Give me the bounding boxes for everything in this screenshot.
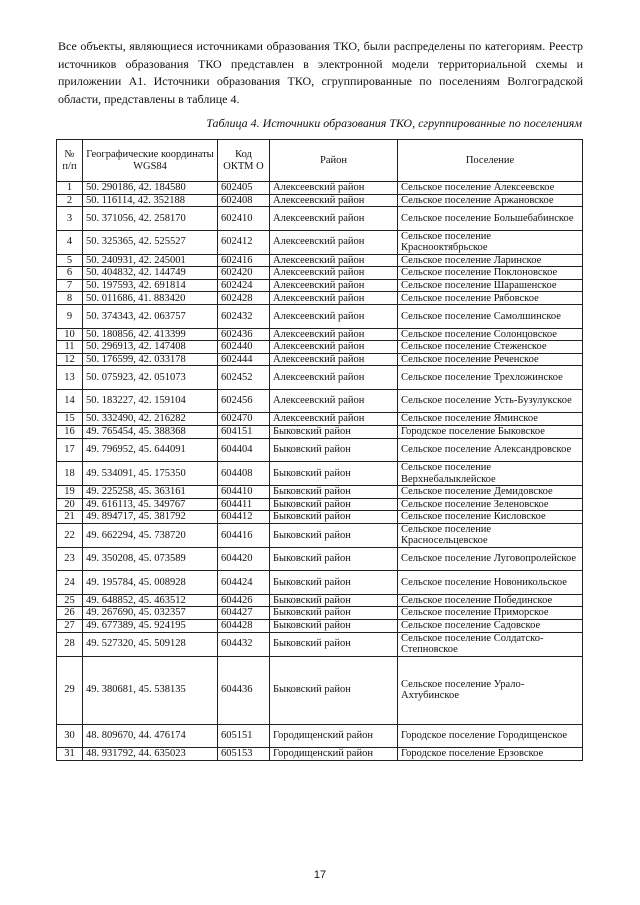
table-row bbox=[57, 462, 583, 486]
oktmo-code-cell: 604412 bbox=[218, 511, 270, 524]
table-row bbox=[57, 254, 583, 267]
settlement-cell: Сельское поселение Краснооктябрьское bbox=[398, 230, 583, 254]
table-row bbox=[57, 607, 583, 620]
settlement-cell: Сельское поселение Побединское bbox=[398, 594, 583, 607]
district-cell: Быковский район bbox=[270, 523, 398, 547]
coordinates-cell: 50. 075923, 42. 051073 bbox=[83, 366, 218, 390]
oktmo-code-cell: 602428 bbox=[218, 292, 270, 305]
settlement-cell: Сельское поселение Поклоновское bbox=[398, 267, 583, 280]
table-row bbox=[57, 438, 583, 462]
table-row bbox=[57, 194, 583, 207]
row-number-cell: 26 bbox=[57, 607, 83, 620]
oktmo-code-cell: 602408 bbox=[218, 194, 270, 207]
coordinates-cell: 49. 225258, 45. 363161 bbox=[83, 486, 218, 499]
oktmo-code-cell: 602470 bbox=[218, 413, 270, 426]
coordinates-cell: 50. 296913, 42. 147408 bbox=[83, 341, 218, 354]
coordinates-cell: 49. 527320, 45. 509128 bbox=[83, 632, 218, 656]
table-row bbox=[57, 620, 583, 633]
row-number-cell: 10 bbox=[57, 328, 83, 341]
table-row bbox=[57, 230, 583, 254]
settlement-cell: Городское поселение Быковское bbox=[398, 425, 583, 438]
table-row bbox=[57, 486, 583, 499]
coordinates-cell: 50. 325365, 42. 525527 bbox=[83, 230, 218, 254]
settlement-cell: Сельское поселение Солонцовское bbox=[398, 328, 583, 341]
coordinates-cell: 50. 374343, 42. 063757 bbox=[83, 305, 218, 329]
district-cell: Алексеевский район bbox=[270, 292, 398, 305]
settlement-cell: Сельское поселение Самолшинское bbox=[398, 305, 583, 329]
coordinates-cell: 49. 267690, 45. 032357 bbox=[83, 607, 218, 620]
row-number-cell: 6 bbox=[57, 267, 83, 280]
settlement-cell: Сельское поселение Александровское bbox=[398, 438, 583, 462]
page-number: 17 bbox=[313, 869, 327, 881]
row-number-cell: 23 bbox=[57, 547, 83, 571]
row-number-cell: 8 bbox=[57, 292, 83, 305]
coordinates-cell: 49. 616113, 45. 349767 bbox=[83, 498, 218, 511]
table-row bbox=[57, 207, 583, 231]
oktmo-code-cell: 602452 bbox=[218, 366, 270, 390]
coordinates-cell: 50. 240931, 42. 245001 bbox=[83, 254, 218, 267]
oktmo-code-cell: 602424 bbox=[218, 279, 270, 292]
row-number-cell: 19 bbox=[57, 486, 83, 499]
district-cell: Быковский район bbox=[270, 547, 398, 571]
table-row bbox=[57, 341, 583, 354]
district-cell: Алексеевский район bbox=[270, 413, 398, 426]
settlement-cell: Сельское поселение Рябовское bbox=[398, 292, 583, 305]
row-number-cell: 3 bbox=[57, 207, 83, 231]
oktmo-code-cell: 602440 bbox=[218, 341, 270, 354]
district-cell: Алексеевский район bbox=[270, 366, 398, 390]
row-number-cell: 17 bbox=[57, 438, 83, 462]
table-row bbox=[57, 425, 583, 438]
district-cell: Быковский район bbox=[270, 656, 398, 724]
header-coordinates: Географические координаты WGS84 bbox=[83, 140, 218, 182]
settlement-cell: Сельское поселение Урало-Ахтубинское bbox=[398, 656, 583, 724]
district-cell: Быковский район bbox=[270, 607, 398, 620]
oktmo-code-cell: 604416 bbox=[218, 523, 270, 547]
settlement-cell: Сельское поселение Верхнебалыклейское bbox=[398, 462, 583, 486]
table-row bbox=[57, 656, 583, 724]
settlement-cell: Сельское поселение Новоникольское bbox=[398, 571, 583, 595]
oktmo-code-cell: 604428 bbox=[218, 620, 270, 633]
oktmo-code-cell: 605151 bbox=[218, 724, 270, 748]
oktmo-code-cell: 604408 bbox=[218, 462, 270, 486]
row-number-cell: 18 bbox=[57, 462, 83, 486]
table-row bbox=[57, 328, 583, 341]
table-row bbox=[57, 571, 583, 595]
district-cell: Быковский район bbox=[270, 594, 398, 607]
settlement-cell: Сельское поселение Луговопролейское bbox=[398, 547, 583, 571]
settlement-cell: Сельское поселение Красносельцевское bbox=[398, 523, 583, 547]
table-row bbox=[57, 498, 583, 511]
row-number-cell: 1 bbox=[57, 182, 83, 195]
coordinates-cell: 49. 894717, 45. 381792 bbox=[83, 511, 218, 524]
coordinates-cell: 49. 765454, 45. 388368 bbox=[83, 425, 218, 438]
row-number-cell: 13 bbox=[57, 366, 83, 390]
district-cell: Алексеевский район bbox=[270, 207, 398, 231]
coordinates-cell: 50. 176599, 42. 033178 bbox=[83, 353, 218, 366]
oktmo-code-cell: 602436 bbox=[218, 328, 270, 341]
oktmo-code-cell: 604404 bbox=[218, 438, 270, 462]
coordinates-cell: 50. 011686, 41. 883420 bbox=[83, 292, 218, 305]
coordinates-cell: 50. 404832, 42. 144749 bbox=[83, 267, 218, 280]
coordinates-cell: 50. 290186, 42. 184580 bbox=[83, 182, 218, 195]
settlement-cell: Сельское поселение Ларинское bbox=[398, 254, 583, 267]
coordinates-cell: 49. 677389, 45. 924195 bbox=[83, 620, 218, 633]
settlement-cell: Сельское поселение Алексеевское bbox=[398, 182, 583, 195]
oktmo-code-cell: 602444 bbox=[218, 353, 270, 366]
district-cell: Быковский район bbox=[270, 438, 398, 462]
district-cell: Быковский район bbox=[270, 620, 398, 633]
table-row bbox=[57, 389, 583, 413]
row-number-cell: 29 bbox=[57, 656, 83, 724]
header-settlement: Поселение bbox=[398, 140, 583, 182]
district-cell: Быковский район bbox=[270, 462, 398, 486]
table-row bbox=[57, 279, 583, 292]
oktmo-code-cell: 604424 bbox=[218, 571, 270, 595]
oktmo-code-cell: 604436 bbox=[218, 656, 270, 724]
district-cell: Алексеевский район bbox=[270, 389, 398, 413]
table-row bbox=[57, 748, 583, 761]
oktmo-code-cell: 602456 bbox=[218, 389, 270, 413]
district-cell: Быковский район bbox=[270, 486, 398, 499]
settlement-cell: Сельское поселение Усть-Бузулукское bbox=[398, 389, 583, 413]
table-header-row bbox=[57, 140, 583, 182]
row-number-cell: 2 bbox=[57, 194, 83, 207]
oktmo-code-cell: 604420 bbox=[218, 547, 270, 571]
coordinates-cell: 49. 380681, 45. 538135 bbox=[83, 656, 218, 724]
coordinates-cell: 50. 197593, 42. 691814 bbox=[83, 279, 218, 292]
table-caption: Таблица 4. Источники образования ТКО, сгруппированные по поселениям bbox=[206, 116, 582, 130]
oktmo-code-cell: 602410 bbox=[218, 207, 270, 231]
table-row bbox=[57, 632, 583, 656]
row-number-cell: 25 bbox=[57, 594, 83, 607]
settlement-cell: Сельское поселение Стеженское bbox=[398, 341, 583, 354]
settlement-cell: Сельское поселение Демидовское bbox=[398, 486, 583, 499]
coordinates-cell: 49. 648852, 45. 463512 bbox=[83, 594, 218, 607]
table-row bbox=[57, 547, 583, 571]
district-cell: Городищенский район bbox=[270, 724, 398, 748]
row-number-cell: 4 bbox=[57, 230, 83, 254]
district-cell: Алексеевский район bbox=[270, 194, 398, 207]
row-number-cell: 7 bbox=[57, 279, 83, 292]
oktmo-code-cell: 604426 bbox=[218, 594, 270, 607]
table-row bbox=[57, 724, 583, 748]
row-number-cell: 15 bbox=[57, 413, 83, 426]
table-row bbox=[57, 267, 583, 280]
oktmo-code-cell: 602405 bbox=[218, 182, 270, 195]
coordinates-cell: 50. 180856, 42. 413399 bbox=[83, 328, 218, 341]
oktmo-code-cell: 604151 bbox=[218, 425, 270, 438]
row-number-cell: 9 bbox=[57, 305, 83, 329]
coordinates-cell: 49. 534091, 45. 175350 bbox=[83, 462, 218, 486]
district-cell: Алексеевский район bbox=[270, 328, 398, 341]
row-number-cell: 27 bbox=[57, 620, 83, 633]
district-cell: Быковский район bbox=[270, 425, 398, 438]
settlement-cell: Городское поселение Городищенское bbox=[398, 724, 583, 748]
oktmo-code-cell: 602416 bbox=[218, 254, 270, 267]
district-cell: Алексеевский район bbox=[270, 267, 398, 280]
district-cell: Быковский район bbox=[270, 511, 398, 524]
oktmo-code-cell: 604432 bbox=[218, 632, 270, 656]
table-row bbox=[57, 523, 583, 547]
settlement-cell: Сельское поселение Кисловское bbox=[398, 511, 583, 524]
row-number-cell: 31 bbox=[57, 748, 83, 761]
district-cell: Быковский район bbox=[270, 571, 398, 595]
district-cell: Алексеевский район bbox=[270, 305, 398, 329]
row-number-cell: 30 bbox=[57, 724, 83, 748]
coordinates-cell: 49. 662294, 45. 738720 bbox=[83, 523, 218, 547]
oktmo-code-cell: 604411 bbox=[218, 498, 270, 511]
settlement-cell: Городское поселение Ерзовское bbox=[398, 748, 583, 761]
settlement-cell: Сельское поселение Приморское bbox=[398, 607, 583, 620]
intro-paragraph: Все объекты, являющиеся источниками образования ТКО, были распределены по категориям. Реестр источников образования ТКО представлен в электронной модели территориальной схемы и приложении А1. Источники образования ТКО, сгруппированные по поселениям Волгоградской области, представлены в таблице 4. bbox=[58, 39, 583, 106]
header-number: № п/п bbox=[57, 140, 83, 182]
coordinates-cell: 49. 195784, 45. 008928 bbox=[83, 571, 218, 595]
settlement-cell: Сельское поселение Шарашенское bbox=[398, 279, 583, 292]
district-cell: Алексеевский район bbox=[270, 353, 398, 366]
row-number-cell: 12 bbox=[57, 353, 83, 366]
settlements-table bbox=[56, 139, 583, 761]
district-cell: Алексеевский район bbox=[270, 254, 398, 267]
oktmo-code-cell: 605153 bbox=[218, 748, 270, 761]
table-row bbox=[57, 182, 583, 195]
district-cell: Алексеевский район bbox=[270, 341, 398, 354]
table-row bbox=[57, 292, 583, 305]
table-row bbox=[57, 511, 583, 524]
district-cell: Городищенский район bbox=[270, 748, 398, 761]
table-row bbox=[57, 366, 583, 390]
header-district: Район bbox=[270, 140, 398, 182]
table-row bbox=[57, 594, 583, 607]
row-number-cell: 5 bbox=[57, 254, 83, 267]
table-row bbox=[57, 305, 583, 329]
row-number-cell: 28 bbox=[57, 632, 83, 656]
coordinates-cell: 49. 796952, 45. 644091 bbox=[83, 438, 218, 462]
row-number-cell: 22 bbox=[57, 523, 83, 547]
header-oktmo-code: Код ОКТМ О bbox=[218, 140, 270, 182]
row-number-cell: 14 bbox=[57, 389, 83, 413]
district-cell: Быковский район bbox=[270, 498, 398, 511]
row-number-cell: 16 bbox=[57, 425, 83, 438]
coordinates-cell: 50. 332490, 42. 216282 bbox=[83, 413, 218, 426]
row-number-cell: 24 bbox=[57, 571, 83, 595]
oktmo-code-cell: 602432 bbox=[218, 305, 270, 329]
coordinates-cell: 50. 116114, 42. 352188 bbox=[83, 194, 218, 207]
row-number-cell: 21 bbox=[57, 511, 83, 524]
settlement-cell: Сельское поселение Яминское bbox=[398, 413, 583, 426]
row-number-cell: 11 bbox=[57, 341, 83, 354]
district-cell: Алексеевский район bbox=[270, 279, 398, 292]
coordinates-cell: 48. 931792, 44. 635023 bbox=[83, 748, 218, 761]
district-cell: Быковский район bbox=[270, 632, 398, 656]
coordinates-cell: 49. 350208, 45. 073589 bbox=[83, 547, 218, 571]
settlement-cell: Сельское поселение Аржановское bbox=[398, 194, 583, 207]
settlement-cell: Сельское поселение Реченское bbox=[398, 353, 583, 366]
table-row bbox=[57, 353, 583, 366]
coordinates-cell: 50. 371056, 42. 258170 bbox=[83, 207, 218, 231]
oktmo-code-cell: 602412 bbox=[218, 230, 270, 254]
settlement-cell: Сельское поселение Трехложинское bbox=[398, 366, 583, 390]
coordinates-cell: 48. 809670, 44. 476174 bbox=[83, 724, 218, 748]
oktmo-code-cell: 602420 bbox=[218, 267, 270, 280]
oktmo-code-cell: 604427 bbox=[218, 607, 270, 620]
table-row bbox=[57, 413, 583, 426]
district-cell: Алексеевский район bbox=[270, 230, 398, 254]
coordinates-cell: 50. 183227, 42. 159104 bbox=[83, 389, 218, 413]
settlement-cell: Сельское поселение Солдатско-Степновское bbox=[398, 632, 583, 656]
row-number-cell: 20 bbox=[57, 498, 83, 511]
district-cell: Алексеевский район bbox=[270, 182, 398, 195]
settlement-cell: Сельское поселение Большебабинское bbox=[398, 207, 583, 231]
oktmo-code-cell: 604410 bbox=[218, 486, 270, 499]
settlement-cell: Сельское поселение Садовское bbox=[398, 620, 583, 633]
settlement-cell: Сельское поселение Зеленовское bbox=[398, 498, 583, 511]
